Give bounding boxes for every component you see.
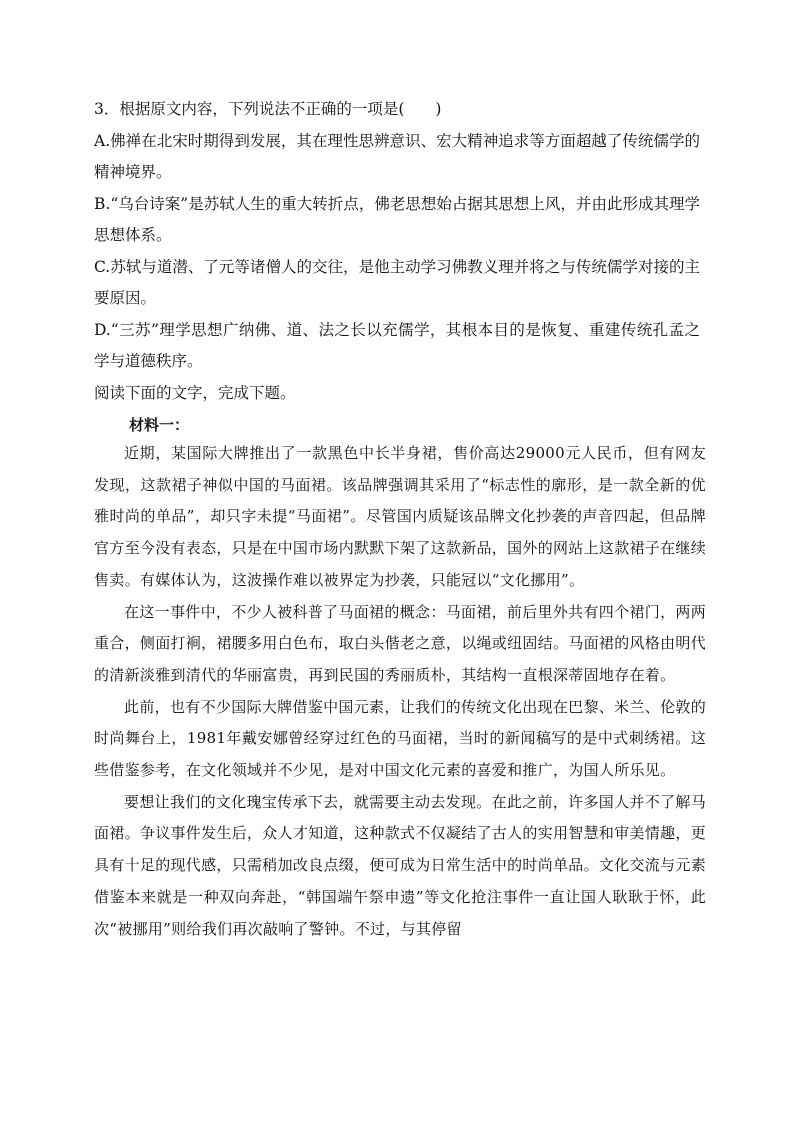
material-text [94,438,706,945]
material-heading: 材料一： [129,416,190,434]
option-b: B.“乌台诗案”是苏轼人生的重大转折点，佛老思想始占据其思想上风，并由此形成其理学思想体系。 [94,194,700,244]
paragraph: 要想让我们的文化瑰宝传承下去，就需要主动去发现。在此之前，许多国人并不了解马面裙。争议事件发生后，众人才知道，这种款式不仅凝结了古人的实用智慧和审美情趣，更具有十足的现代感，只需稍加改良点缀，便可成为日常生活中的时尚单品。文化交流与元素借鉴本来就是一种双向奔赴，“韩国端午祭申遗”等文化抢注事件一直让国人耿耿于怀，此次“被挪用”则给我们再次敲响了警钟。不过，与其停留 [94,792,707,938]
option-c: C.苏轼与道潜、了元等诸僧人的交往，是他主动学习佛教义理并将之与传统儒学对接的主要原因。 [94,257,700,307]
option-a: A.佛禅在北宋时期得到发展，其在理性思辨意识、宏大精神追求等方面超越了传统儒学的精神境界。 [94,131,700,181]
question-stem: 3．根据原文内容，下列说法不正确的一项是( ) [94,100,442,118]
paragraph: 在这一事件中，不少人被科普了马面裙的概念：马面裙，前后里外共有四个裙门，两两重合，侧面打裥，裙腰多用白色布，取白头偕老之意，以绳或纽固结。马面裙的风格由明代的清新淡雅到清代的华丽富贵，再到民国的秀丽质朴，其结构一直根深蒂固地存在着。 [94,602,707,684]
question-block [94,94,700,409]
reading-instruction: 阅读下面的文字，完成下题。 [94,383,296,402]
paragraph: 近期，某国际大牌推出了一款黑色中长半身裙，售价高达29000元人民币，但有网友发现，这款裙子神似中国的马面裙。该品牌强调其采用了“标志性的廓形，是一款全新的优雅时尚的单品”，却只字未提“马面裙”。尽管国内质疑该品牌文化抄袭的声音四起，但品牌官方至今没有表态，只是在中国市场内默默下架了这款新品，国外的网站上这款裙子在继续售卖。有媒体认为，这波操作难以被界定为抄袭，只能冠以“文化挪用”。 [94,444,707,589]
paragraph: 此前，也有不少国际大牌借鉴中国元素，让我们的传统文化出现在巴黎、米兰、伦敦的时尚舞台上，1981年戴安娜曾经穿过红色的马面裙，当时的新闻稿写的是中式刺绣裙。这些借鉴参考，在文化领域并不少见，是对中国文化元素的喜爱和推广，为国人所乐见。 [94,697,706,780]
option-d: D.“三苏”理学思想广纳佛、道、法之长以充儒学，其根本目的是恢复、重建传统孔孟之学与道德秩序。 [94,320,700,370]
